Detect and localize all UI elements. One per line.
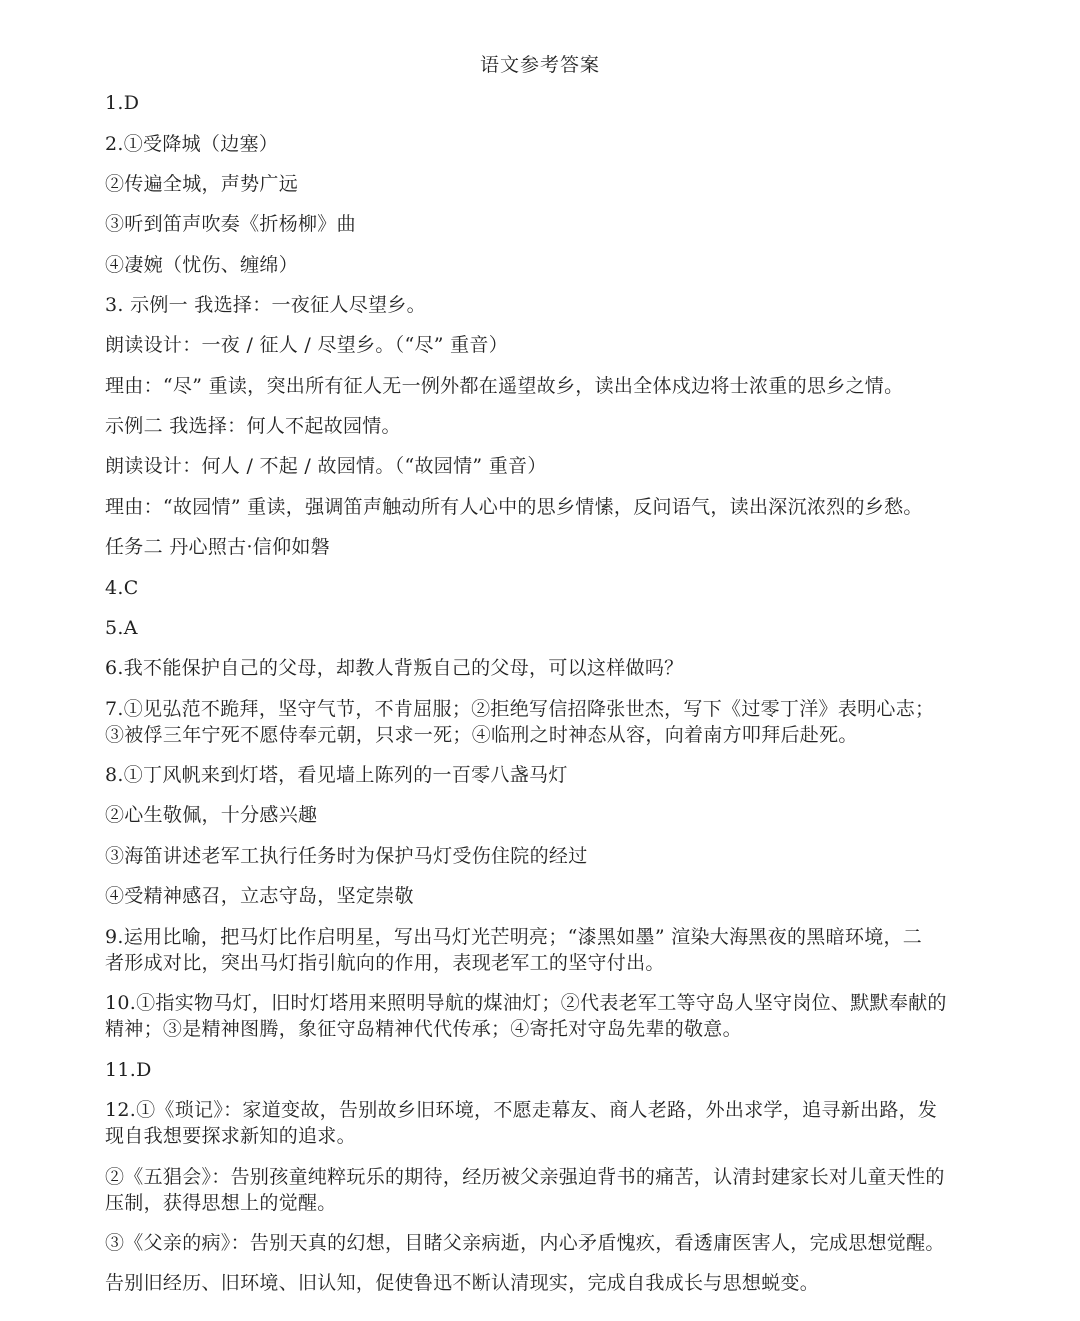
answer-line-29: ②《五猖会》：告别孩童纯粹玩乐的期待，经历被父亲强迫背书的痛苦，认清封建家长对儿童天性的 [105, 1166, 945, 1188]
answer-line-2: 2.①受降城（边塞） [105, 133, 279, 155]
answer-line-10: 朗读设计：何人 / 不起 / 故园情。（“故园情” 重音） [105, 455, 547, 477]
answer-line-27: 12.①《琐记》：家道变故，告别故乡旧环境，不愿走幕友、商人老路，外出求学，追寻新出路，发 [105, 1099, 938, 1121]
answer-line-19: ②心生敬佩，十分感兴趣 [105, 804, 318, 826]
answer-line-18: 8.①丁风帆来到灯塔，看见墙上陈列的一百零八盏马灯 [105, 764, 568, 786]
page-title: 语文参考答案 [479, 54, 600, 76]
answer-line-20: ③海笛讲述老军工执行任务时为保护马灯受伤住院的经过 [105, 845, 588, 867]
answer-line-23: 者形成对比，突出马灯指引航向的作用，表现老军工的坚守付出。 [105, 952, 665, 974]
answer-line-7: 朗读设计：一夜 / 征人 / 尽望乡。（“尽” 重音） [105, 334, 509, 356]
answer-line-11: 理由：“故园情” 重读，强调笛声触动所有人心中的思乡情愫，反问语气，读出深沉浓烈的乡愁。 [105, 496, 923, 518]
section-heading: 任务二 丹心照古·信仰如磐 [105, 536, 330, 558]
answer-line-25: 精神；③是精神图腾，象征守岛精神代代传承；④寄托对守岛先辈的敬意。 [105, 1018, 742, 1040]
answer-line-16: 7.①见弘范不跪拜，坚守气节，不肯屈服；②拒绝写信招降张世杰，写下《过零丁洋》表明心志； [105, 698, 935, 720]
answer-line-28: 现自我想要探求新知的追求。 [105, 1125, 356, 1147]
answer-line-9: 示例二 我选择：何人不起故园情。 [105, 415, 401, 437]
answer-line-1: 1.D [105, 92, 140, 114]
answer-line-24: 10.①指实物马灯，旧时灯塔用来照明导航的煤油灯；②代表老军工等守岛人坚守岗位、默默奉献的 [105, 992, 947, 1014]
answer-line-31: ③《父亲的病》：告别天真的幻想，目睹父亲病逝，内心矛盾愧疚，看透庸医害人，完成思想觉醒。 [105, 1232, 945, 1254]
answer-line-6: 3. 示例一 我选择：一夜征人尽望乡。 [105, 294, 426, 316]
answer-line-4: ③听到笛声吹奏《折杨柳》曲 [105, 213, 356, 235]
answer-line-21: ④受精神感召，立志守岛，坚定崇敬 [105, 885, 414, 907]
answer-line-17: ③被俘三年宁死不愿侍奉元朝，只求一死；④临刑之时神态从容，向着南方叩拜后赴死。 [105, 724, 858, 746]
answer-line-3: ②传遍全城，声势广远 [105, 173, 299, 195]
answer-line-13: 4.C [105, 577, 139, 599]
answer-line-22: 9.运用比喻，把马灯比作启明星，写出马灯光芒明亮；“漆黑如墨” 渲染大海黑夜的黑暗环境，二 [105, 926, 923, 948]
answer-line-14: 5.A [105, 617, 138, 639]
answer-line-26: 11.D [105, 1059, 152, 1081]
answer-line-5: ④凄婉（忧伤、缠绵） [105, 254, 299, 276]
answer-line-15: 6.我不能保护自己的父母，却教人背叛自己的父母，可以这样做吗？ [105, 657, 684, 679]
answer-line-30: 压制，获得思想上的觉醒。 [105, 1192, 337, 1214]
answer-line-32: 告别旧经历、旧环境、旧认知，促使鲁迅不断认清现实，完成自我成长与思想蜕变。 [105, 1272, 820, 1294]
answer-line-8: 理由：“尽” 重读，突出所有征人无一例外都在遥望故乡，读出全体戍边将士浓重的思乡之情。 [105, 375, 904, 397]
